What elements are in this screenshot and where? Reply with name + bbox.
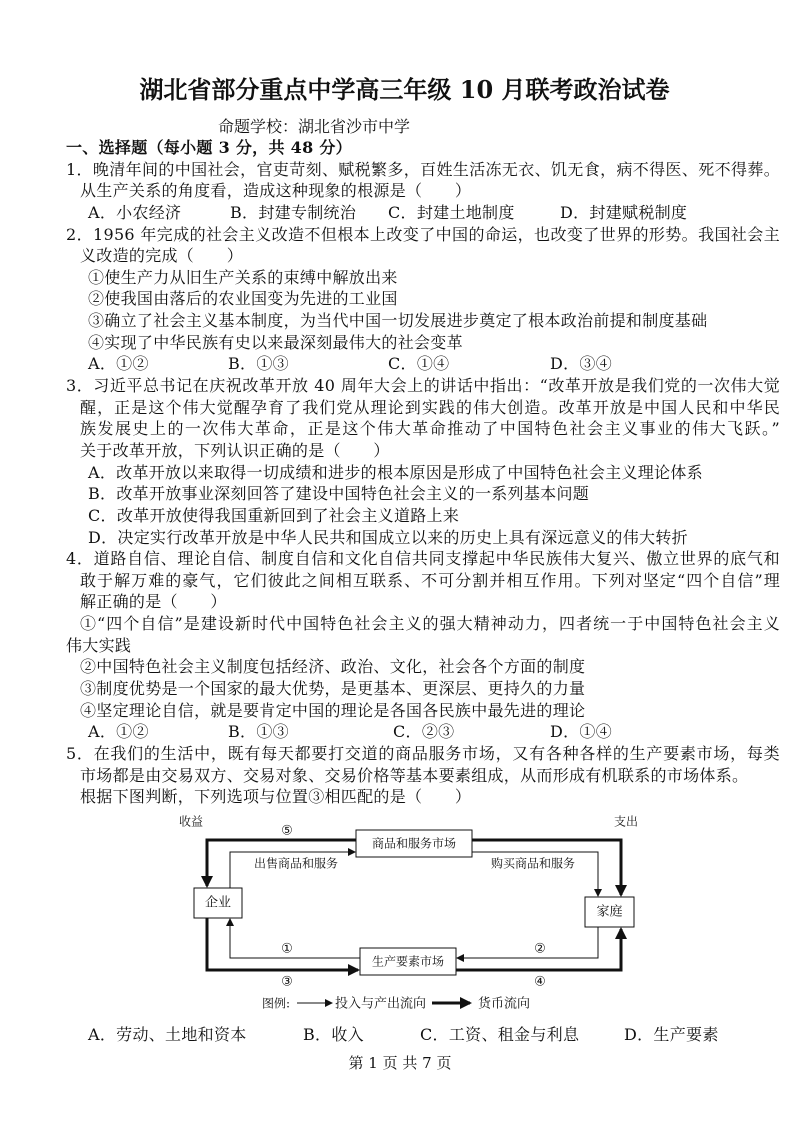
- question-3: [66, 375, 780, 548]
- factor-input-arrow-1: [230, 919, 360, 958]
- statement-2-line: ②使我国由落后的农业国变为先进的工业国: [88, 289, 398, 309]
- statement-4-line: ④实现了中华民族有史以来最深刻最伟大的社会变革: [88, 332, 463, 352]
- question-stem-line: 义改造的完成（ ）: [80, 246, 244, 266]
- statement-3-line: ③确立了社会主义基本制度，为当代中国一切发展进步奠定了根本政治前提和制度基础: [88, 311, 708, 331]
- option-row: [66, 202, 780, 224]
- question-stem-line: 2．1956 年完成的社会主义改造不但根本上改变了中国的命运，也改变了世界的形势。我国社会主: [66, 224, 780, 244]
- firm-label: 企业: [204, 895, 232, 911]
- question-stem-line: 敢于解万难的豪气，它们彼此之间相互联系、不可分割并相互作用。下列对坚定“四个自信”理: [80, 570, 780, 590]
- statement-1-line: 伟大实践: [66, 635, 132, 655]
- option-row: [66, 353, 780, 375]
- option-a: A．改革开放以来取得一切成绩和进步的根本原因是形成了中国特色社会主义理论体系: [88, 462, 703, 482]
- legend-thin-label: 投入与产出流向: [335, 996, 427, 1012]
- option-a: A．①②: [88, 722, 149, 742]
- question-4: [66, 548, 780, 743]
- factor-input-arrow-2: [457, 927, 598, 958]
- option-c: C．①④: [388, 354, 450, 374]
- question-stem-line: 从生产关系的角度看，造成这种现象的根源是（ ）: [80, 181, 472, 201]
- option-b: B．封建专制统治: [230, 202, 357, 222]
- question-stem-line: 醒，正是这个伟大觉醒孕育了我们党从理论到实践的伟大创造。改革开放是中国人民和中华民: [80, 397, 780, 417]
- option-c: C．工资、租金与利息: [420, 1024, 580, 1044]
- question-2: [66, 224, 780, 375]
- option-c: C．改革开放使得我国重新回到了社会主义道路上来: [88, 505, 460, 525]
- option-a: A．①②: [88, 354, 149, 374]
- legend-thick-label: 货币流向: [478, 996, 531, 1012]
- goods-market-label: 商品和服务市场: [371, 836, 457, 851]
- question-1: [66, 159, 780, 224]
- option-d: D．封建赋税制度: [560, 202, 688, 222]
- statement-3-line: ③制度优势是一个国家的最大优势，是更基本、更深层、更持久的力量: [80, 679, 586, 699]
- page-number-footer: 第 1 页 共 7 页: [348, 1054, 452, 1072]
- option-b: B．①③: [228, 722, 289, 742]
- section-title: 一、选择题（每小题 3 分，共 48 分）: [66, 138, 352, 157]
- option-d: D．③④: [550, 354, 613, 374]
- question-stem-line: 1．晚清年间的中国社会，官吏苛刻、赋税繁多，百姓生活冻无衣、饥无食，病不得医、死不得葬。: [66, 159, 780, 179]
- question-stem-line: 解正确的是（ ）: [80, 592, 227, 612]
- option-a: A．劳动、土地和资本: [88, 1024, 247, 1044]
- option-b: B．收入: [303, 1024, 364, 1044]
- expense-label: 支出: [613, 814, 639, 829]
- legend-prefix: 图例:: [262, 996, 291, 1011]
- question-list: [66, 159, 780, 1046]
- position-1-marker: ①: [281, 941, 293, 957]
- exam-title: 湖北省部分重点中学高三年级 10 月联考政治试卷: [139, 75, 670, 104]
- household-label: 家庭: [596, 904, 623, 920]
- position-2-marker: ②: [534, 941, 546, 957]
- statement-1-line: ①使生产力从旧生产关系的束缚中解放出来: [88, 267, 398, 287]
- position-4-marker: ④: [534, 974, 546, 990]
- position-3-marker: ③: [281, 974, 293, 990]
- revenue-label: 收益: [178, 814, 204, 829]
- question-stem-line: 关于改革开放，下列认识正确的是（ ）: [80, 440, 390, 460]
- statement-4-line: ④坚定理论自信，就是要肯定中国的理论是各国各民族中最先进的理论: [80, 700, 586, 720]
- question-stem-line: 根据下图判断，下列选项与位置③相匹配的是（ ）: [80, 787, 472, 807]
- option-d: D．决定实行改革开放是中华人民共和国成立以来的历史上具有深远意义的伟大转折: [88, 527, 688, 547]
- question-stem-line: 5．在我们的生活中，既有每天都要打交道的商品服务市场，又有各种各样的生产要素市场，每类: [66, 743, 780, 763]
- question-5: [66, 743, 780, 1046]
- option-c: C．②③: [393, 722, 455, 742]
- position-5-marker: ⑤: [281, 823, 293, 839]
- buy-goods-label: 购买商品和服务: [490, 856, 576, 871]
- option-d: D．①④: [550, 722, 613, 742]
- option-c: C．封建土地制度: [388, 202, 515, 222]
- question-stem-line: 市场都是由交易双方、交易对象、交易价格等基本要素组成，从而形成有机联系的市场体系。: [80, 765, 749, 785]
- option-row: [66, 1024, 780, 1046]
- sell-goods-label: 出售商品和服务: [253, 856, 339, 871]
- option-a: A．小农经济: [88, 202, 182, 222]
- question-stem-line: 4．道路自信、理论自信、制度自信和文化自信共同支撑起中华民族伟大复兴、傲立世界的底气和: [66, 549, 780, 569]
- exam-subtitle: 命题学校：湖北省沙市中学: [218, 117, 411, 136]
- option-b: B．①③: [228, 354, 289, 374]
- option-row: [66, 721, 780, 743]
- market-flow-diagram: [150, 808, 670, 1024]
- option-d: D．生产要素: [624, 1024, 719, 1044]
- factor-market-label: 生产要素市场: [371, 954, 445, 969]
- option-b: B．改革开放事业深刻回答了建设中国特色社会主义的一系列基本问题: [88, 484, 590, 504]
- question-stem-line: 3．习近平总书记在庆祝改革开放 40 周年大会上的讲话中指出：“改革开放是我们党的一次伟大觉: [66, 376, 780, 396]
- question-stem-line: 族发展史上的一次伟大革命，正是这个伟大革命推动了中国特色社会主义事业的伟大飞跃。”: [80, 419, 780, 439]
- exam-content: [66, 137, 780, 1046]
- statement-1-line: ①“四个自信”是建设新时代中国特色社会主义的强大精神动力，四者统一于中国特色社会主义: [80, 614, 780, 634]
- statement-2-line: ②中国特色社会主义制度包括经济、政治、文化，社会各个方面的制度: [80, 657, 586, 677]
